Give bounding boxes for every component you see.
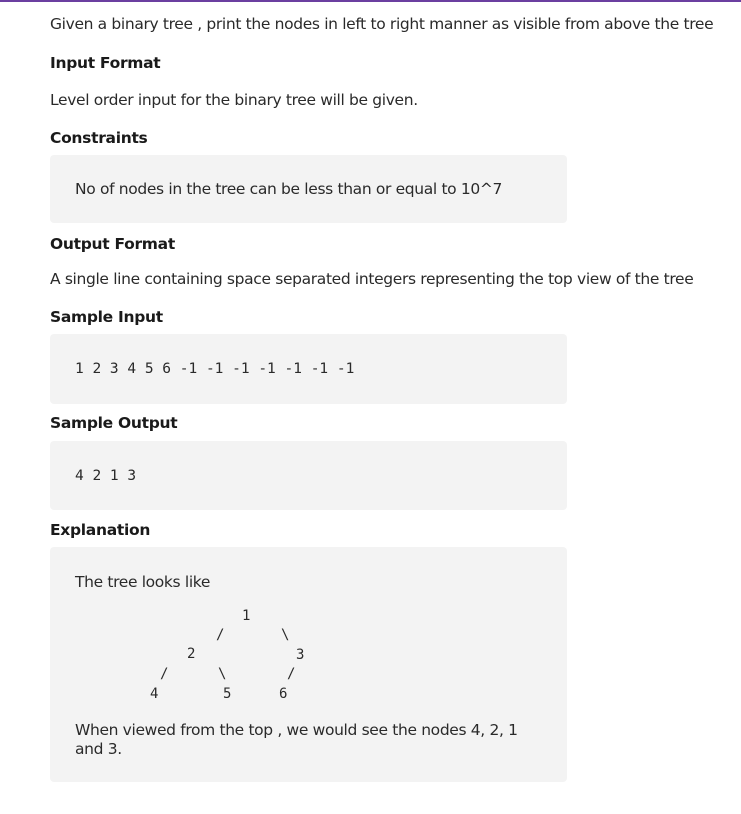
input-format-heading: Input Format bbox=[50, 54, 161, 72]
sample-input-box bbox=[50, 334, 567, 404]
tree-edge-3-6: / bbox=[287, 666, 296, 682]
sample-input-code: 1 2 3 4 5 6 -1 -1 -1 -1 -1 -1 -1 bbox=[75, 361, 355, 377]
tree-node-4: 4 bbox=[150, 686, 159, 702]
tree-edge-2-4: / bbox=[160, 666, 169, 682]
tree-node-3: 3 bbox=[296, 647, 305, 663]
input-format-text: Level order input for the binary tree will be given. bbox=[50, 91, 418, 109]
tree-node-2: 2 bbox=[187, 646, 196, 662]
sample-output-code: 4 2 1 3 bbox=[75, 468, 137, 484]
constraints-box bbox=[50, 155, 567, 223]
tree-node-1: 1 bbox=[242, 608, 251, 624]
top-accent-line bbox=[0, 0, 741, 2]
problem-statement: Given a binary tree , print the nodes in left to right manner as visible from above the tree bbox=[50, 15, 714, 33]
explanation-heading: Explanation bbox=[50, 521, 151, 539]
tree-edge-2-5: \ bbox=[218, 666, 227, 682]
tree-edge-1-2: / bbox=[216, 627, 225, 643]
sample-output-box bbox=[50, 441, 567, 510]
tree-node-6: 6 bbox=[279, 686, 288, 702]
explanation-conclusion: When viewed from the top , we would see the nodes 4, 2, 1 and 3. bbox=[75, 721, 518, 758]
output-format-heading: Output Format bbox=[50, 235, 175, 253]
explanation-intro: The tree looks like bbox=[75, 573, 211, 591]
tree-edge-1-3: \ bbox=[281, 627, 290, 643]
sample-input-heading: Sample Input bbox=[50, 308, 163, 326]
explanation-box bbox=[50, 547, 567, 782]
sample-output-heading: Sample Output bbox=[50, 414, 178, 432]
output-format-text: A single line containing space separated integers representing the top view of the tree bbox=[50, 270, 694, 288]
constraints-text: No of nodes in the tree can be less than or equal to 10^7 bbox=[75, 180, 503, 198]
constraints-heading: Constraints bbox=[50, 129, 148, 147]
tree-node-5: 5 bbox=[223, 686, 232, 702]
